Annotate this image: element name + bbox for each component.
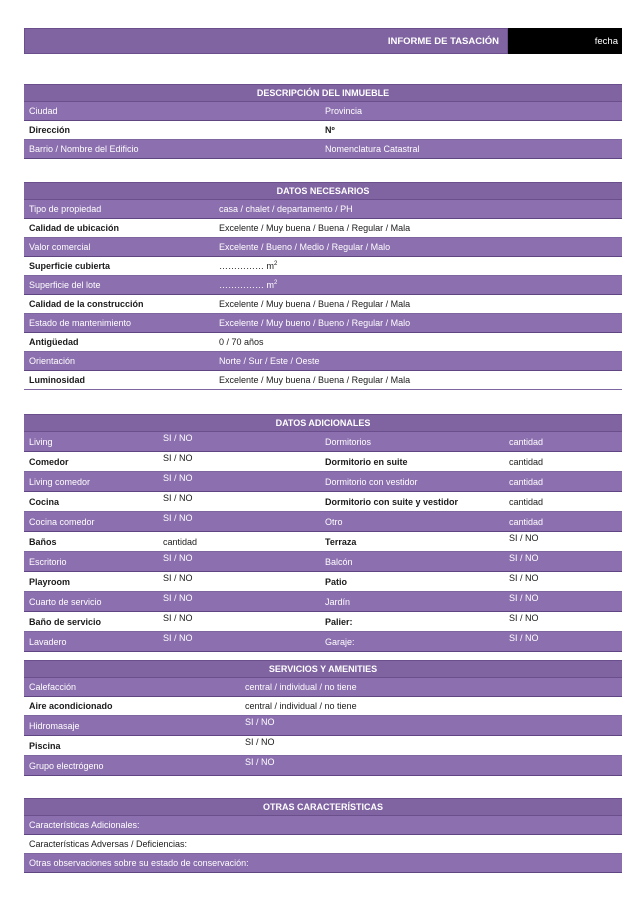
field-options: Excelente / Muy bueno / Bueno / Regular / Malo <box>214 314 622 333</box>
field-options: Norte / Sur / Este / Oeste <box>214 352 622 371</box>
field-label: Orientación <box>24 352 214 371</box>
field-label: Estado de mantenimiento <box>24 314 214 333</box>
field-options: SI / NO <box>158 492 320 512</box>
field-label: Grupo electrógeno <box>24 756 240 776</box>
field-label: Living comedor <box>24 472 158 492</box>
field-label: Baño de servicio <box>24 612 158 632</box>
field-label: Jardín <box>320 592 504 612</box>
field-label: Antigüedad <box>24 333 214 352</box>
field-label: Calidad de la construcción <box>24 295 214 314</box>
field-label: Dormitorio con vestidor <box>320 472 504 492</box>
table-row <box>24 257 622 276</box>
table-row <box>24 472 622 492</box>
table-row <box>24 121 622 140</box>
field-label: Superficie cubierta <box>24 257 214 276</box>
field-label: Lavadero <box>24 632 158 652</box>
field-options: cantidad <box>504 432 622 452</box>
field-label: Características Adicionales: <box>24 816 622 835</box>
table-row <box>24 492 622 512</box>
field-label: Cocina <box>24 492 158 512</box>
table-row <box>24 632 622 652</box>
date-field[interactable]: fecha <box>508 28 622 54</box>
field-label: Valor comercial <box>24 238 214 257</box>
field-label: Escritorio <box>24 552 158 572</box>
field-label: Tipo de propiedad <box>24 200 214 219</box>
section-title: DATOS NECESARIOS <box>24 183 622 200</box>
field-options: SI / NO <box>504 592 622 612</box>
section-title: OTRAS CARACTERÍSTICAS <box>24 799 622 816</box>
table-row <box>24 295 622 314</box>
field-options: SI / NO <box>158 572 320 592</box>
field-options: Excelente / Muy buena / Buena / Regular / Mala <box>214 371 622 390</box>
field-options: central / individual / no tiene <box>240 678 622 697</box>
table-row <box>24 102 622 121</box>
table-row <box>24 816 622 835</box>
field-label: Nomenclatura Catastral <box>320 140 622 159</box>
table-row <box>24 532 622 552</box>
superscript: 2 <box>274 261 278 267</box>
field-label: Provincia <box>320 102 622 121</box>
field-options: 0 / 70 años <box>214 333 622 352</box>
superscript: 2 <box>274 280 278 286</box>
field-options: SI / NO <box>240 716 622 736</box>
field-label: Playroom <box>24 572 158 592</box>
otras-table <box>24 798 622 873</box>
table-row <box>24 756 622 776</box>
field-label: Dormitorios <box>320 432 504 452</box>
table-row <box>24 219 622 238</box>
field-label: Calidad de ubicación <box>24 219 214 238</box>
table-row <box>24 200 622 219</box>
field-value: …………… m <box>219 261 274 271</box>
report-header <box>24 28 622 54</box>
field-options: Excelente / Muy buena / Buena / Regular / Mala <box>214 219 622 238</box>
field-label: Cocina comedor <box>24 512 158 532</box>
field-label: Luminosidad <box>24 371 214 390</box>
necesarios-table <box>24 182 622 390</box>
field-label: Comedor <box>24 452 158 472</box>
field-label: Superficie del lote <box>24 276 214 295</box>
table-row <box>24 835 622 854</box>
section-title: SERVICIOS Y AMENITIES <box>24 661 622 678</box>
field-label: Dormitorio con suite y vestidor <box>320 492 504 512</box>
field-label: Hidromasaje <box>24 716 240 736</box>
field-label: Cuarto de servicio <box>24 592 158 612</box>
field-options: Excelente / Muy buena / Buena / Regular / Mala <box>214 295 622 314</box>
table-row <box>24 592 622 612</box>
field-label: Terraza <box>320 532 504 552</box>
field-label: Nº <box>320 121 622 140</box>
field-options: SI / NO <box>158 452 320 472</box>
field-label: Dormitorio en suite <box>320 452 504 472</box>
field-label: Baños <box>24 532 158 552</box>
field-label: Piscina <box>24 736 240 756</box>
field-label: Balcón <box>320 552 504 572</box>
field-options: Excelente / Bueno / Medio / Regular / Malo <box>214 238 622 257</box>
table-row <box>24 333 622 352</box>
table-row <box>24 452 622 472</box>
table-row <box>24 512 622 532</box>
field-options: SI / NO <box>504 552 622 572</box>
table-row <box>24 352 622 371</box>
adicionales-table <box>24 414 622 652</box>
table-row <box>24 276 622 295</box>
field-options: cantidad <box>504 512 622 532</box>
table-row <box>24 140 622 159</box>
field-options <box>214 257 622 276</box>
table-row <box>24 716 622 736</box>
field-value: …………… m <box>219 280 274 290</box>
field-options: SI / NO <box>504 532 622 552</box>
field-options: SI / NO <box>158 432 320 452</box>
field-options: cantidad <box>158 532 320 552</box>
field-label: Otras observaciones sobre su estado de conservación: <box>24 854 622 873</box>
field-label: Garaje: <box>320 632 504 652</box>
field-label: Dirección <box>24 121 320 140</box>
field-label: Aire acondicionado <box>24 697 240 716</box>
field-options: SI / NO <box>504 572 622 592</box>
table-row <box>24 314 622 333</box>
field-options: casa / chalet / departamento / PH <box>214 200 622 219</box>
field-label: Calefacción <box>24 678 240 697</box>
field-options: SI / NO <box>158 552 320 572</box>
field-label: Barrio / Nombre del Edificio <box>24 140 320 159</box>
report-title: INFORME DE TASACIÓN <box>24 28 508 54</box>
descripcion-table <box>24 84 622 159</box>
table-row <box>24 552 622 572</box>
field-options: SI / NO <box>158 472 320 492</box>
table-row <box>24 697 622 716</box>
field-options <box>214 276 622 295</box>
field-options: cantidad <box>504 472 622 492</box>
table-row <box>24 371 622 390</box>
servicios-table <box>24 660 622 776</box>
field-options: central / individual / no tiene <box>240 697 622 716</box>
field-label: Living <box>24 432 158 452</box>
table-row <box>24 678 622 697</box>
field-options: SI / NO <box>158 512 320 532</box>
field-options: SI / NO <box>504 632 622 652</box>
field-label: Patio <box>320 572 504 592</box>
field-label: Palier: <box>320 612 504 632</box>
table-row <box>24 238 622 257</box>
field-options: SI / NO <box>158 612 320 632</box>
section-title: DATOS ADICIONALES <box>24 415 622 432</box>
field-options: cantidad <box>504 452 622 472</box>
table-row <box>24 854 622 873</box>
field-label: Ciudad <box>24 102 320 121</box>
field-options: SI / NO <box>158 632 320 652</box>
field-options: SI / NO <box>240 756 622 776</box>
table-row <box>24 572 622 592</box>
field-label: Otro <box>320 512 504 532</box>
field-options: SI / NO <box>504 612 622 632</box>
table-row <box>24 432 622 452</box>
table-row <box>24 736 622 756</box>
table-row <box>24 612 622 632</box>
field-options: SI / NO <box>240 736 622 756</box>
field-label: Características Adversas / Deficiencias: <box>24 835 622 854</box>
section-title: DESCRIPCIÓN DEL INMUEBLE <box>24 85 622 102</box>
field-options: cantidad <box>504 492 622 512</box>
field-options: SI / NO <box>158 592 320 612</box>
